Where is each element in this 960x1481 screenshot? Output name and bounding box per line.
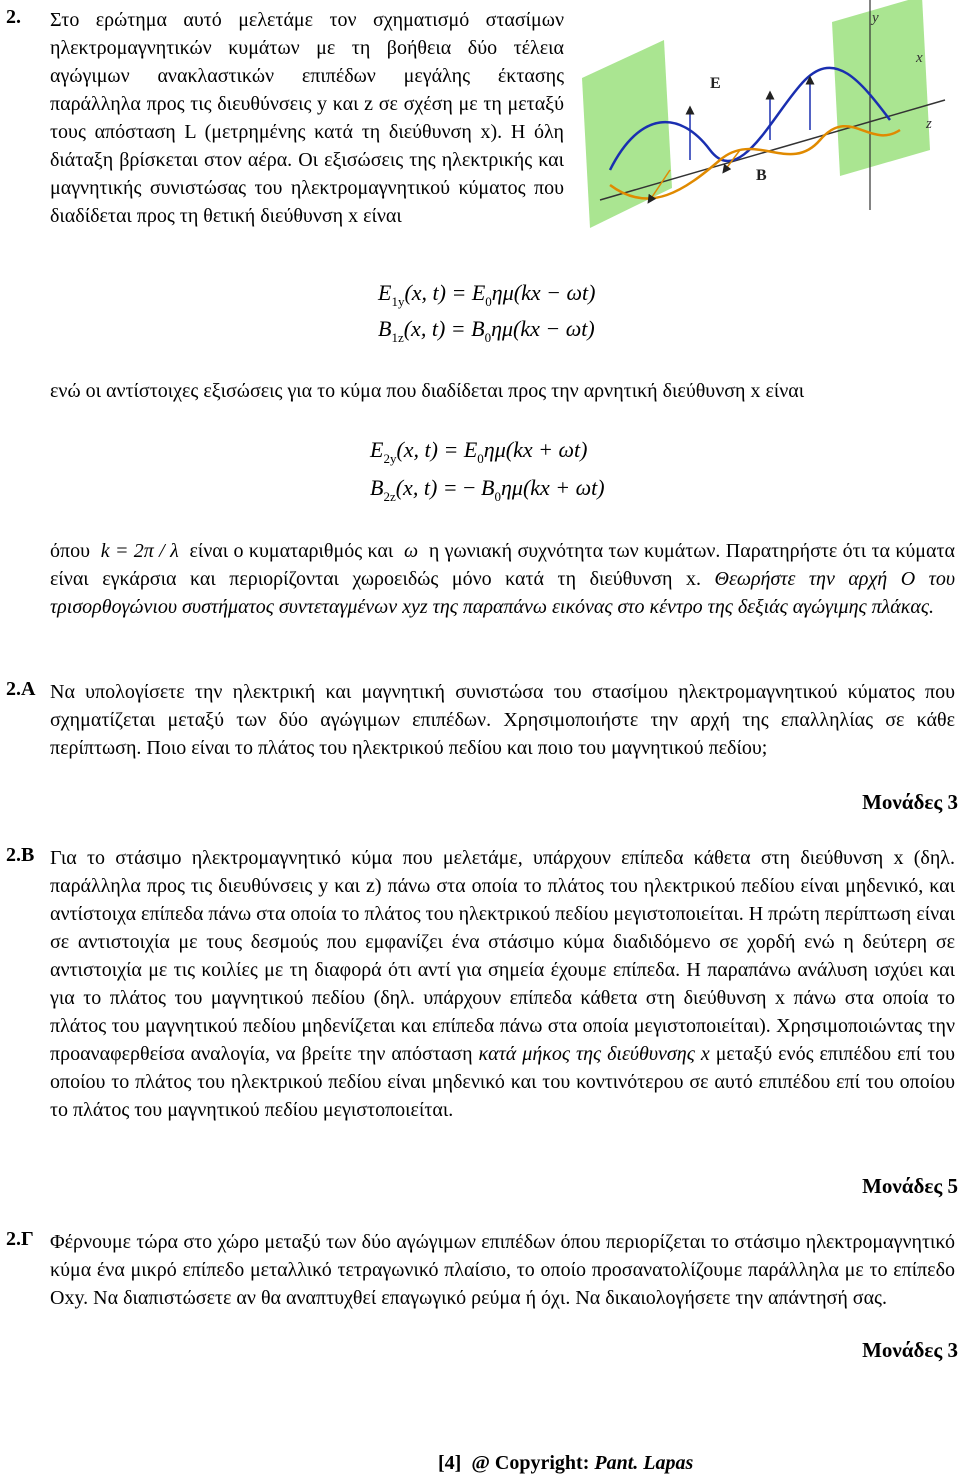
problem-intro: Στο ερώτημα αυτό μελετάμε τον σχηματισμό στασίμων ηλεκτρομαγνητικών κυμάτων με τη βοήθεια δύο τέλεια αγώγιμων ανακλαστικών επιπέδων μεγάλης έκτασης παράλληλα προς τις διευθύνσεις y και z σε σχέση με τη μεταξύ τους απόσταση L (μετρημένης κατά τη διεύθυνση x). Η όλη διάταξη βρίσκεται στον αέρα. Οι εξισώσεις της ηλεκτρικής και μαγνητικής συνιστώσας του ηλεκτρομαγνητικού κύματος που διαδίδεται προς τη θετική διεύθυνση x είναι	[50, 9, 564, 227]
origin-note: Θεωρήστε την αρχή O του τρισορθογώνιου συστήματος συντεταγμένων xyz της παραπάνω εικόνας στο κέντρο της δεξιάς αγώγιμης πλάκας.	[50, 568, 956, 618]
equation-b2z: $B_{2z}(x$, t) = − $B_0\eta\mu(kx + \omega t)$	[370, 475, 605, 504]
part-c-text: Φέρνουμε τώρα στο χώρο μεταξύ των δύο αγώγιμων επιπέδων όπου περιορίζεται το στάσιμο ηλεκτρομαγνητικό κύμα ένα μικρό επίπεδο μεταλλικό τετραγωνικό πλαίσιο, το οποίο προσανατολίζουμε παράλληλα με το επίπεδο Oxy. Να διαπιστώσετε αν θα αναπτυχθεί επαγωγικό ρεύμα ή όχι. Να δικαιολογήσετε την απάντησή σας.	[50, 1231, 955, 1309]
page-footer	[438, 1452, 693, 1475]
between-text: ενώ οι αντίστοιχες εξισώσεις για το κύμα που διαδίδεται προς την αρνητική διεύθυνση x είναι	[50, 380, 805, 402]
axis-x-label: x	[916, 50, 923, 66]
part-b-text: Για το στάσιμο ηλεκτρομαγνητικό κύμα που μελετάμε, υπάρχουν επίπεδα κάθετα στη διεύθυνση x (δηλ. παράλληλα προς τις διευθύνσεις y και z) πάνω στα οποία το πλάτος του ηλεκτρικού πεδίου είναι μηδενικό, και αντίστοιχα επίπεδα πάνω στα οποία το πλάτος του ηλεκτρικού πεδίου μεγιστοποιείται. Η πρώτη περίπτωση είναι σε αντιστοιχία με τους δεσμούς που εμφανίζει ένα στάσιμο κύμα διαδιδόμενο σε χορδή ενώ η δεύτερη σε αντιστοιχία με τις κοιλίες με τη διαφορά ότι αντί για σημεία έχουμε επίπεδα. Η παραπάνω ανάλυση ισχύει και για το πλάτος του μαγνητικού πεδίου (δηλ. υπάρχουν επίπεδα κάθετα στη διεύθυνση x πάνω στα οποία το πλάτος του μαγνητικού πεδίου μηδενίζεται και επίπεδα πάνω στα οποία μεγιστοποιείται). Χρησιμοποιώντας την προαναφερθείσα αναλογία, να βρείτε την απόσταση κατά μήκος της διεύθυνσης x μεταξύ ενός επιπέδου επί του οποίου το πλάτος του ηλεκτρικού πεδίου είναι μηδενικό και του κοντινότερου σε αυτό επιπέδου επί του οποίου το πλάτος του μαγνητικού πεδίου μεγιστοποιείται.	[50, 847, 956, 1121]
b-field-label: B	[756, 167, 767, 184]
equation-e1y: $E_{1y}(x$, $t) = E_0\eta\mu(kx - \omega t)$	[378, 280, 596, 309]
page-number: [4]	[438, 1452, 462, 1474]
part-a-text: Να υπολογίσετε την ηλεκτρική και μαγνητική συνιστώσα του στασίμου ηλεκτρομαγνητικού κύματος που σχηματίζεται μεταξύ των δύο αγώγιμων επιπέδων. Χρησιμοποιήστε την αρχή της επαλληλίας σε κάθε περίπτωση. Ποιο είναι το πλάτος του ηλεκτρικού πεδίου και ποιο του μαγνητικού πεδίου;	[50, 681, 955, 759]
equation-e2y: $E_{2y}(x$, $t) = E_0\eta\mu(kx + \omega t)$	[370, 437, 588, 466]
part-b-marks: Μονάδες 5	[862, 1174, 958, 1198]
problem-number: 2.	[6, 6, 21, 28]
part-c-label: 2.Γ	[6, 1228, 34, 1250]
left-conducting-plate	[582, 40, 672, 228]
k-definition: k = 2π / λ	[100, 540, 179, 562]
e-field-label: E	[710, 75, 721, 92]
copyright-label: @ Copyright:	[471, 1452, 590, 1474]
axis-z-label: z	[926, 116, 932, 132]
where-paragraph: όπου k = 2π / λ είναι ο κυματαριθμός και ω η γωνιακή συχνότητα των κυμάτων. Παρατηρήστε ότι τα κύματα είναι εγκάρσια και περιορίζονται χωροειδώς μόνο κατά τη διεύθυνση x. Θεωρήστε την αρχή O του τρισορθογώνιου συστήματος συντεταγμένων xyz της παραπάνω εικόνας στο κέντρο της δεξιάς αγώγιμης πλάκας.	[50, 540, 956, 618]
omega-symbol: ω	[403, 540, 419, 562]
right-conducting-plate	[832, 0, 930, 176]
equation-b1z: $B_{1z}(x$, $t) = B_0\eta\mu(kx - \omega t)$	[378, 316, 595, 345]
author-name: Pant. Lapas	[594, 1452, 694, 1474]
part-b-label: 2.Β	[6, 844, 35, 866]
part-a-marks: Μονάδες 3	[862, 790, 958, 814]
part-c-marks: Μονάδες 3	[862, 1338, 958, 1362]
em-wave-figure	[570, 0, 960, 240]
axis-y-label: y	[872, 10, 879, 26]
part-a-label: 2.Α	[6, 678, 36, 700]
